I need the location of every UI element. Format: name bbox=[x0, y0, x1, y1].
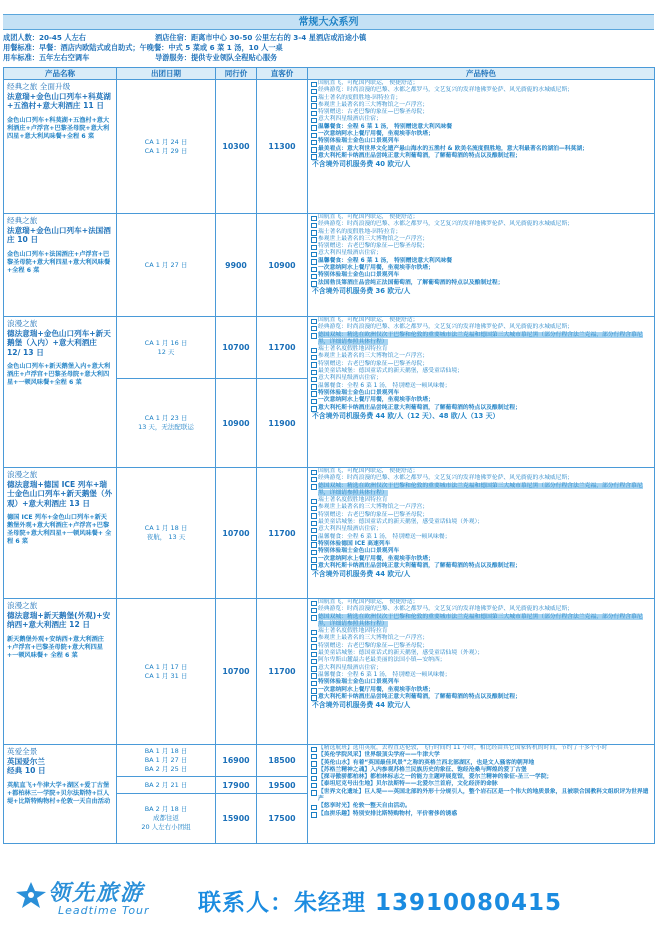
feature-text: 意大利托斯卡纳酒庄品尝纯正意大利葡萄酒，了解葡萄酒的特点以及酿制过程； bbox=[318, 404, 521, 411]
feature-text: 经典游览：时尚浪漫的巴黎、水都之都罗马，文艺复兴的发祥地佛罗伦萨、风光旖旎的水城威尼斯； bbox=[318, 324, 574, 331]
feature-text: 瑞士著名的度假胜地-因特拉肯； bbox=[318, 94, 402, 101]
feature-text: 意大利四星级酒店住宿； bbox=[318, 116, 382, 123]
feature-item bbox=[310, 353, 652, 360]
peer-price: 15900 bbox=[216, 794, 257, 844]
peer-price: 10700 bbox=[216, 317, 257, 379]
departure-date: BA 2 月 21 日 bbox=[144, 780, 188, 789]
vehicle-standard: 用车标准：五年左右空调车 bbox=[3, 53, 90, 62]
feature-text: 一次意纳阿水上餐厅用餐，坐观埃菲尔铁塔； bbox=[318, 131, 434, 138]
feature-item bbox=[310, 138, 652, 145]
feature-item bbox=[310, 95, 652, 102]
feature-text: 一次意纳阿水上餐厅用餐，坐观埃菲尔铁塔； bbox=[318, 555, 434, 562]
feature-text: 国航直飞，可配国内联运， 便捷舒适； bbox=[318, 317, 419, 323]
meal-standard: 用餐标准：早餐：酒店内欧陆式或自助式；午晚餐：中式 5 菜或 6 菜 1 汤，10 人一桌 bbox=[3, 43, 283, 52]
direct-price: 18500 bbox=[257, 745, 308, 777]
feature-item bbox=[310, 635, 652, 642]
product-name-cell bbox=[4, 214, 117, 317]
departure-date: CA 1 月 18 日 bbox=[144, 524, 188, 532]
direct-price: 11300 bbox=[257, 80, 308, 214]
feature-text: 参观世上最著名的三大博物馆之一卢浮宫； bbox=[318, 101, 429, 108]
feature-item bbox=[310, 361, 652, 368]
feature-item bbox=[310, 153, 652, 160]
peer-price: 10700 bbox=[216, 468, 257, 599]
peer-price: 10300 bbox=[216, 80, 257, 214]
features-cell bbox=[308, 599, 655, 745]
feature-item bbox=[310, 789, 652, 804]
feature-item bbox=[310, 526, 652, 533]
feature-text: 一次意纳阿水上餐厅用餐，坐观埃菲尔铁塔； bbox=[318, 265, 434, 272]
feature-text: 意大利四星级酒店住宿； bbox=[318, 250, 382, 257]
feature-item bbox=[310, 221, 652, 228]
feature-item bbox=[310, 679, 652, 686]
info-row-meal bbox=[3, 43, 654, 53]
departure-dates-cell bbox=[117, 214, 216, 317]
feature-item bbox=[310, 397, 652, 404]
features-cell bbox=[308, 214, 655, 317]
feature-item bbox=[310, 229, 652, 236]
feature-text: 参观世上最著名的三大博物馆之一卢浮宫； bbox=[318, 504, 429, 511]
feature-item bbox=[310, 752, 652, 759]
hotel-standard: 酒店住宿：距离市中心 30-50 公里左右的 3-4 星酒店或沿途小镇 bbox=[155, 33, 367, 42]
feature-text: 意大利四星级酒店住宿； bbox=[318, 664, 382, 671]
feature-text: 意大利托斯卡纳酒庄品尝纯正意大利葡萄酒，了解葡萄酒的特点以及酿制过程； bbox=[318, 152, 521, 159]
driver-fee-note: 不含境外司机服务费 36 欧元/人 bbox=[312, 286, 411, 295]
direct-price: 11700 bbox=[257, 317, 308, 379]
departure-dates-cell bbox=[117, 379, 216, 468]
feature-text: 特别体验瑞士金色山口景观列车 bbox=[318, 389, 400, 396]
feature-text: 温馨餐食：全程 6 菜 1 汤， 特别赠送一顿风味餐； bbox=[318, 671, 451, 678]
product-name-line: 经典之旅 bbox=[7, 216, 38, 225]
feature-item bbox=[310, 375, 652, 382]
feature-text: 经典游览：时尚浪漫的巴黎、水都之都罗马，文艺复兴的发祥地佛罗伦萨、风光旖旎的水城威尼斯； bbox=[318, 87, 574, 94]
product-description: 英航直飞+牛津大学+湖区+爱丁古堡+都柏林三一学院+贝尔法斯特+巨人堤+比斯特购物村+伦敦一天自由活动 bbox=[7, 781, 111, 805]
direct-price: 19500 bbox=[257, 777, 308, 794]
table-row bbox=[4, 745, 655, 777]
feature-text: 特别赠送：古老巴黎的象征—巴黎圣母院； bbox=[318, 243, 429, 250]
feature-text: 特别体验瑞士金色山口景观列车 bbox=[318, 138, 400, 145]
feature-text: 德国双城：精选在欧洲仅次于巴黎和伦敦的重要城市法兰克福和德国第三大城市慕尼黑（部分行程含法兰克福，部分行程含慕尼黑，详细请参照具体行程） bbox=[318, 331, 643, 345]
feature-text: 瑞士著名度假胜地因特拉肯 bbox=[318, 497, 388, 504]
feature-text: 特别赠送：古老巴黎的象征—巴黎圣母院； bbox=[318, 511, 429, 518]
guide-service: 导游服务：提供专业领队全程贴心服务 bbox=[155, 53, 278, 62]
feature-text: 德国双城：精选在欧洲仅次于巴黎和伦敦的重要城市法兰克福和德国第三大城市慕尼黑（部分行程含法兰克福，部分行程含慕尼黑，详细请参照具体行程） bbox=[318, 482, 643, 496]
departure-dates-cell bbox=[117, 745, 216, 777]
table-row bbox=[4, 468, 655, 599]
group-size: 成团人数：20-45 人左右 bbox=[3, 33, 86, 42]
departure-dates-cell bbox=[117, 777, 216, 794]
product-name-cell bbox=[4, 317, 117, 468]
feature-item bbox=[310, 405, 652, 412]
feature-text: 经典游览：时尚浪漫的巴黎、水都之都罗马，文艺复兴的发祥地佛罗伦萨、风光旖旎的水城威尼斯； bbox=[318, 606, 574, 613]
departure-date: CA 1 月 29 日 bbox=[144, 146, 188, 155]
feature-text: 【世界文化遗址】巨人堤——英国北部的外形十分规引人，整个岩石区是一个伟大的地质景象，且被联合国教科文组织评为世界遗产 bbox=[318, 788, 649, 803]
product-name-line: 浪漫之旅 bbox=[7, 319, 38, 328]
feature-text: 意大利托斯卡纳酒庄品尝纯正意大利葡萄酒，了解葡萄酒的特点以及酿制过程； bbox=[318, 562, 521, 569]
departure-date: CA 1 月 31 日 bbox=[144, 671, 188, 680]
feature-item bbox=[310, 483, 652, 498]
direct-price: 11700 bbox=[257, 599, 308, 745]
feature-text: 瑞士著名度假胜地因特拉肯 bbox=[318, 346, 388, 353]
peer-price: 17900 bbox=[216, 777, 257, 794]
feature-item bbox=[310, 87, 652, 94]
feature-item bbox=[310, 760, 652, 767]
departure-date: CA 1 月 16 日 bbox=[144, 338, 188, 347]
departure-date: CA 1 月 24 日 bbox=[144, 137, 188, 146]
feature-item bbox=[310, 803, 652, 810]
feature-item bbox=[310, 258, 652, 265]
feature-text: 国航直飞，可配国内联运， 便捷舒适； bbox=[318, 599, 419, 605]
feature-text: 特别赠送：古老巴黎的象征—巴黎圣母院； bbox=[318, 642, 429, 649]
feature-text: 国航直飞，可配国内联运， 便捷舒适； bbox=[318, 214, 419, 220]
feature-item bbox=[310, 606, 652, 613]
product-name-line: 经典 10 日 bbox=[7, 766, 46, 775]
departure-date: BA 2 月 25 日 bbox=[144, 765, 188, 773]
product-name-line: 德法意瑞+德国 ICE 列车+瑞士金色山口列车+新天鹅堡（外观）+意大利酒庄 13 日 bbox=[7, 479, 113, 508]
direct-price: 11900 bbox=[257, 379, 308, 468]
departure-date: CA 1 月 27 日 bbox=[144, 260, 188, 269]
departure-date: 20 人左右小团组 bbox=[141, 823, 191, 831]
info-row-group bbox=[3, 33, 654, 43]
feature-text: 温馨餐食：全程 6 菜 1 汤， 特别赠送意大利风味餐 bbox=[318, 257, 453, 264]
feature-text: 一次意纳阿水上餐厅用餐，坐观埃菲尔铁塔； bbox=[318, 397, 434, 404]
feature-text: 法国勃艮第酒庄品尝纯正法国葡萄酒，了解葡萄酒的特点以及酿制过程； bbox=[318, 279, 504, 286]
feature-text: 参观世上最著名的三大博物馆之一卢浮宫； bbox=[318, 635, 429, 642]
features-cell bbox=[308, 468, 655, 599]
feature-text: 温馨餐食：全程 6 菜 1 汤， 特别赠送一顿风味餐； bbox=[318, 382, 451, 389]
feature-text: 特别体验瑞士金色山口景观列车 bbox=[318, 679, 400, 686]
features-cell bbox=[308, 80, 655, 214]
feature-item bbox=[310, 657, 652, 664]
feature-item bbox=[310, 146, 652, 153]
col-direct-price: 直客价 bbox=[257, 68, 308, 80]
feature-text: 【苏格兰精神之魂】入内参观苏格兰民族历史的象征、饱经沧桑与辉煌的爱丁古堡 bbox=[318, 766, 527, 773]
product-name-line: 浪漫之旅 bbox=[7, 470, 38, 479]
feature-item bbox=[310, 280, 652, 287]
product-name-line: 德法意瑞+金色山口列车+新天鹅堡（入内）+意大利酒庄 bbox=[7, 328, 111, 347]
departure-date: BA 1 月 18 日 bbox=[144, 747, 188, 755]
feature-text: 【泰坦尼克号出生地】贝尔法斯特——北爱尔兰首府，文化经济的命脉 bbox=[318, 781, 498, 788]
product-name-cell bbox=[4, 599, 117, 745]
feature-item bbox=[310, 272, 652, 279]
feature-item bbox=[310, 475, 652, 482]
product-name-line: 浪漫之旅 bbox=[7, 601, 38, 610]
table-row bbox=[4, 317, 655, 379]
footer bbox=[0, 872, 657, 929]
product-description: 新天鹅堡外观+安纳西+意大利酒庄+卢浮宫+巴黎圣母院+意大利四星+一顿风味餐+ 全程 6 菜 bbox=[7, 635, 104, 659]
col-peer-price: 同行价 bbox=[216, 68, 257, 80]
info-row-vehicle bbox=[3, 53, 654, 63]
feature-item bbox=[310, 548, 652, 555]
departure-date: 夜航， 13 天 bbox=[146, 533, 186, 541]
peer-price: 9900 bbox=[216, 214, 257, 317]
feature-item bbox=[310, 383, 652, 390]
departure-date: 12 天 bbox=[157, 347, 175, 356]
feature-text: 阿尔卑斯山麓最古老最美丽的法国小镇—安纳西； bbox=[318, 657, 446, 664]
col-product-name: 产品名称 bbox=[4, 68, 117, 80]
col-dates: 出团日期 bbox=[117, 68, 216, 80]
product-description: 德国 ICE 列车+金色山口列车+新天鹅堡外观+意大利酒庄+卢浮宫+巴黎圣母院+意大利四星+一顿风味餐+ 全程 6 菜 bbox=[7, 514, 112, 545]
table-row bbox=[4, 214, 655, 317]
product-name-line: 法意瑞+金色山口列车+法国酒庄 10 日 bbox=[7, 225, 111, 244]
feature-text: 最美童话城堡：德国童话式的新天鹅堡，感受童话仙境（外观）； bbox=[318, 519, 484, 526]
feature-text: 瑞士著名的度假胜地-因特拉肯； bbox=[318, 228, 402, 235]
departure-date: BA 1 月 27 日 bbox=[144, 756, 188, 764]
feature-text: 特别赠送：古老巴黎的象征—巴黎圣母院； bbox=[318, 109, 429, 116]
feature-item bbox=[310, 643, 652, 650]
product-name-line: 12/ 13 日 bbox=[7, 347, 44, 357]
feature-text: 一次意纳阿水上餐厅用餐，坐观埃菲尔铁塔； bbox=[318, 686, 434, 693]
feature-text: 最美看点：意大利世界文化遗产悬山海水的五渔村 & 欧美名流度假胜地，意大利最著名的湖泊—科莫湖； bbox=[318, 145, 588, 152]
logo-text-en: Leadtime Tour bbox=[58, 904, 150, 917]
company-logo bbox=[14, 876, 194, 924]
peer-price: 10900 bbox=[216, 379, 257, 468]
feature-text: 【英伦学院风采】世界级顶尖学府——牛津大学 bbox=[318, 752, 440, 759]
product-name-line: 经典之旅 全面升级 bbox=[7, 82, 71, 91]
driver-fee-note: 不含境外司机服务费 44 欧元/人 bbox=[312, 570, 411, 579]
feature-text: 意大利四星级酒店住宿； bbox=[318, 375, 382, 382]
feature-text: 最美童话城堡：德国童话式的新天鹅堡，感受童话仙境（外观）； bbox=[318, 650, 484, 657]
departure-date: CA 1 月 17 日 bbox=[144, 662, 188, 671]
direct-price: 17500 bbox=[257, 794, 308, 844]
feature-text: 特别体验瑞士金色山口景观列车 bbox=[318, 548, 400, 555]
direct-price: 11700 bbox=[257, 468, 308, 599]
driver-fee-note: 不含境外司机服务费 40 欧元/人 bbox=[312, 160, 411, 169]
feature-text: 意大利托斯卡纳酒庄品尝纯正意大利葡萄酒，了解葡萄酒的特点以及酿制过程； bbox=[318, 693, 521, 700]
feature-text: 特别体验德国 ICE 高速列车 bbox=[318, 540, 391, 547]
departure-dates-cell bbox=[117, 317, 216, 379]
feature-item bbox=[310, 694, 652, 701]
feature-text: 参观世上最著名的三大博物馆之一卢浮宫； bbox=[318, 353, 429, 360]
feature-text: 德国双城：精选在欧洲仅次于巴黎和伦敦的重要城市法兰克福和德国第三大城市慕尼黑（部分行程含法兰克福，部分行程含慕尼黑，详细请参照具体行程） bbox=[318, 613, 643, 627]
departure-date: 成都往返 bbox=[153, 814, 179, 822]
feature-text: 国航直飞，可配国内联运， 便捷舒适； bbox=[318, 468, 419, 474]
feature-item bbox=[310, 665, 652, 672]
feature-item bbox=[310, 250, 652, 257]
contact-info: 联系人：朱经理 13910080415 bbox=[198, 890, 563, 916]
feature-text: 经典游览：时尚浪漫的巴黎、水都之都罗马，文艺复兴的发祥地佛罗伦萨、风光旖旎的水城威尼斯； bbox=[318, 475, 574, 482]
departure-dates-cell bbox=[117, 794, 216, 844]
departure-date: 13 天，无法配联运 bbox=[138, 423, 194, 431]
feature-item bbox=[310, 124, 652, 131]
feature-text: 意大利四星级酒店住宿； bbox=[318, 526, 382, 533]
product-name-line: 英国爱尔兰 bbox=[7, 756, 45, 766]
feature-text: 【英伦山水】有着“英国最佳风景”之称的英格兰西北部湖区，也是文人骚客的朝拜地 bbox=[318, 759, 535, 766]
departure-dates-cell bbox=[117, 468, 216, 599]
feature-item bbox=[310, 116, 652, 123]
feature-text: 特别赠送：古老巴黎的象征—巴黎圣母院； bbox=[318, 360, 429, 367]
feature-item bbox=[310, 781, 652, 788]
feature-text: 最美童话城堡：德国童话式的新天鹅堡，感受童话仙境； bbox=[318, 368, 463, 375]
star-logo-icon bbox=[14, 880, 48, 910]
product-name-line: 德法意瑞+新天鹅堡(外观)+安纳西+意大利酒庄 12 日 bbox=[7, 610, 111, 629]
logo-text-cn: 领先旅游 bbox=[48, 881, 145, 906]
features-cell bbox=[308, 745, 655, 844]
table-row bbox=[4, 80, 655, 214]
feature-item bbox=[310, 687, 652, 694]
table-header bbox=[4, 68, 655, 80]
feature-text: 【精选航班】选用英航，去程直达伦敦，飞行时间约 11 小时，相比经由其它国家转机的时间，节约了十多个小时 bbox=[318, 745, 608, 751]
product-name-cell bbox=[4, 468, 117, 599]
feature-text: 瑞士著名度假胜地因特拉肯 bbox=[318, 628, 388, 635]
col-features: 产品特色 bbox=[308, 68, 655, 80]
departure-date: BA 2 月 18 日 bbox=[144, 805, 188, 813]
product-name-cell bbox=[4, 745, 117, 844]
product-name-line: 法意瑞+金色山口列车+科莫湖+五渔村+意大利酒庄 11 日 bbox=[7, 91, 111, 110]
direct-price: 10900 bbox=[257, 214, 308, 317]
feature-text: 参观世上最著名的三大博物馆之一卢浮宫； bbox=[318, 235, 429, 242]
feature-item bbox=[310, 563, 652, 570]
feature-item bbox=[310, 504, 652, 511]
feature-text: 国航直飞，可配国内联运， 便捷舒适； bbox=[318, 80, 419, 86]
departure-date: CA 1 月 23 日 bbox=[144, 414, 188, 422]
feature-item bbox=[310, 811, 652, 818]
features-cell bbox=[308, 317, 655, 468]
feature-text: 温馨餐食：全程 6 菜 1 汤， 特别赠送一顿风味餐； bbox=[318, 533, 451, 540]
product-description: 金色山口列车+科莫湖+五渔村+意大利酒庄+卢浮宫+巴黎圣母院+意大利四星+意大利风味餐+全程 6 菜 bbox=[7, 116, 110, 140]
product-name-cell bbox=[4, 80, 117, 214]
feature-text: 温馨餐食：全程 6 菜 1 汤， 特别赠送意大利风味餐 bbox=[318, 123, 453, 130]
product-name-line: 英爱全景 bbox=[7, 747, 38, 756]
peer-price: 10700 bbox=[216, 599, 257, 745]
driver-fee-note: 不含境外司机服务费 44 欧/人（12 天）、48 欧/人（13 天） bbox=[312, 411, 500, 420]
feature-item bbox=[310, 614, 652, 629]
departure-dates-cell bbox=[117, 599, 216, 745]
feature-item bbox=[310, 556, 652, 563]
feature-item bbox=[310, 534, 652, 541]
feature-item bbox=[310, 324, 652, 331]
departure-dates-cell bbox=[117, 80, 216, 214]
product-table bbox=[3, 67, 655, 844]
feature-item bbox=[310, 512, 652, 519]
page-title: 常规大众系列 bbox=[3, 14, 654, 30]
driver-fee-note: 不含境外司机服务费 44 欧元/人 bbox=[312, 701, 411, 710]
feature-text: 特别体验瑞士金色山口景观列车 bbox=[318, 272, 400, 279]
feature-text: 【悠享时光】伦敦一整天自由活动。 bbox=[318, 803, 411, 810]
table-row bbox=[4, 599, 655, 745]
feature-item bbox=[310, 332, 652, 347]
product-description: 金色山口列车+法国酒庄+卢浮宫+巴黎圣母院+意大利四星+意大利风味餐+全程 6 菜 bbox=[7, 250, 111, 274]
product-description: 金色山口列车+新天鹅堡入内+意大利酒庄+卢浮宫+巴黎圣母院+意大利四星+一顿风味餐+全程 6 菜 bbox=[7, 363, 111, 386]
peer-price: 16900 bbox=[216, 745, 257, 777]
feature-text: 【探寻傲骄都柏林】都柏林标志之一的能力主题呼展览馆，爱尔兰精神的象征-圣三一学院； bbox=[318, 774, 553, 781]
feature-text: 【血拼乐趣】特别安排比斯特购物村，平价奢侈的诱惑 bbox=[318, 810, 458, 817]
feature-text: 经典游览：时尚浪漫的巴黎、水都之都罗马，文艺复兴的发祥地佛罗伦萨、风光旖旎的水城威尼斯； bbox=[318, 221, 574, 228]
